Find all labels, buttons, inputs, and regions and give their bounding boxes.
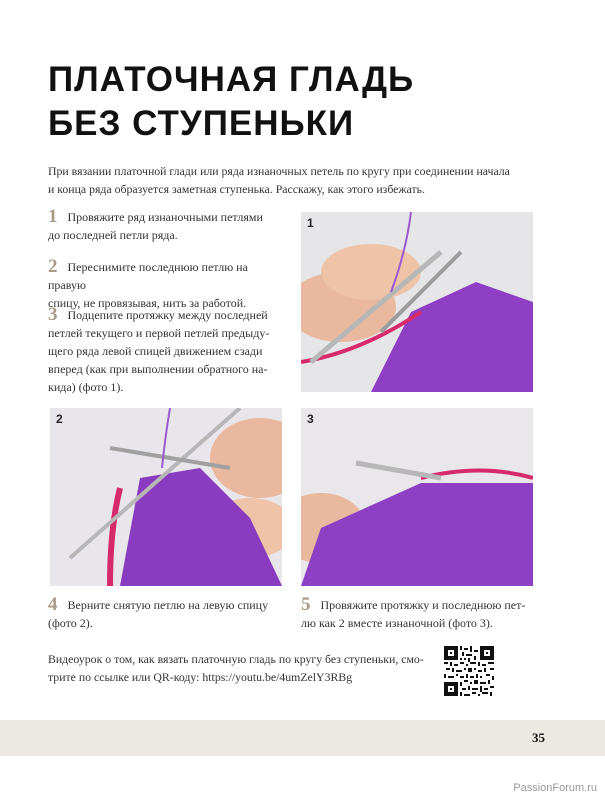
photo-label: 3 — [307, 412, 314, 426]
title-line-2: БЕЗ СТУПЕНЬКИ — [48, 104, 355, 143]
step-number: 1 — [48, 206, 58, 227]
step-3 — [48, 306, 288, 396]
intro-line-2: и конца ряда образуется заметная ступенька. Расскажу, как этого избежать. — [48, 182, 425, 196]
qr-code-icon — [444, 646, 494, 696]
step-line: Верните снятую петлю на левую спицу — [67, 598, 269, 612]
photo-label: 1 — [307, 216, 314, 230]
photo-2-image — [50, 408, 282, 586]
step-line: Провяжите протяжку и последнюю пет- — [320, 598, 526, 612]
step-4 — [48, 596, 288, 632]
video-lesson-text — [48, 650, 428, 686]
step-number: 4 — [48, 594, 58, 615]
step-line: спицу, не провязывая, нить за работой. — [48, 296, 247, 310]
step-5 — [301, 596, 561, 632]
step-number: 3 — [48, 304, 58, 325]
photo-2 — [50, 408, 282, 586]
step-line: лю как 2 вместе изнаночной (фото 3). — [301, 616, 493, 630]
step-line: Подцепите протяжку между последней — [67, 308, 268, 322]
video-line-2: трите по ссылке или QR-коду: https://youtu.be/4umZelY3RBg — [48, 670, 353, 684]
step-line: кида) (фото 1). — [48, 380, 124, 394]
step-2 — [48, 258, 288, 312]
footer-band — [0, 720, 605, 756]
photo-3-image — [301, 408, 533, 586]
photo-1-image — [301, 212, 533, 392]
step-1 — [48, 208, 288, 244]
photo-label: 2 — [56, 412, 63, 426]
intro-paragraph — [48, 162, 548, 198]
photo-1 — [301, 212, 533, 392]
page-title — [48, 58, 568, 146]
title-line-1: ПЛАТОЧНАЯ ГЛАДЬ — [48, 60, 415, 99]
step-number: 5 — [301, 594, 311, 615]
step-line: петлей текущего и первой петлей предыду- — [48, 326, 270, 340]
step-line: (фото 2). — [48, 616, 93, 630]
page-number: 35 — [532, 730, 545, 745]
step-line: Переснимите последнюю петлю на правую — [48, 260, 248, 292]
qr-code[interactable] — [444, 646, 494, 696]
watermark: PassionForum.ru — [513, 782, 597, 794]
step-line: вперед (как при выполнении обратного на- — [48, 362, 268, 376]
step-line: до последней петли ряда. — [48, 228, 178, 242]
photo-3 — [301, 408, 533, 586]
step-line: щего ряда левой спицей движением сзади — [48, 344, 263, 358]
step-number: 2 — [48, 256, 58, 277]
intro-line-1: При вязании платочной глади или ряда изнаночных петель по кругу при соединении начала — [48, 164, 510, 178]
step-line: Провяжите ряд изнаночными петлями — [67, 210, 263, 224]
video-line-1: Видеоурок о том, как вязать платочную гладь по кругу без ступеньки, смо- — [48, 652, 424, 666]
